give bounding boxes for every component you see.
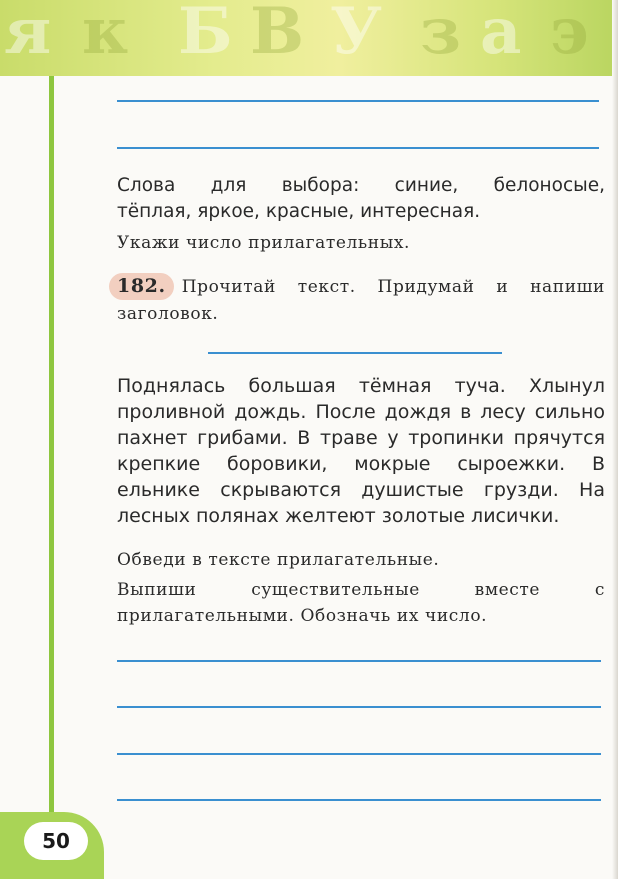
decor-letter: я <box>4 0 52 69</box>
decor-letter: В <box>250 0 305 69</box>
word-choice-block <box>117 173 605 225</box>
answer-line[interactable] <box>117 660 601 662</box>
page-spine-shadow <box>612 0 618 879</box>
page-number: 50 <box>24 822 88 860</box>
word-choice-line: тёплая, яркое, красные, интересная. <box>117 201 481 222</box>
answer-line[interactable] <box>117 753 601 755</box>
decor-letter: з <box>420 0 461 69</box>
answer-line[interactable] <box>117 100 599 102</box>
count-instruction: Укажи число прилагательных. <box>117 233 411 253</box>
write-task: Выпиши существительные вместе с прилагательными. Обозначь их число. <box>117 580 605 626</box>
exercise-number-badge: 182. <box>109 273 174 300</box>
answer-line[interactable] <box>117 706 601 708</box>
decor-letter: к <box>82 0 129 69</box>
header-decoration <box>0 0 618 76</box>
word-choice-line: Слова для выбора: синие, белоносые, <box>117 175 605 196</box>
circle-task: Обведи в тексте прилагательные. <box>117 550 440 570</box>
title-answer-line[interactable] <box>208 352 502 354</box>
exercise-header <box>117 273 605 328</box>
answer-line[interactable] <box>117 799 601 801</box>
answer-line[interactable] <box>117 147 599 149</box>
decor-letter: У <box>330 0 382 69</box>
story-text: Поднялась большая тёмная туча. Хлынул проливной дождь. После дождя в лесу сильно пахнет грибами. В траве у тропинки прячутся крепкие боровики, мокрые сыроежки. В ельнике скрываются душистые грузди. На лесных полянах желтеют золотые лисички. <box>117 375 605 527</box>
exercise-task: Прочитай текст. Придумай и напиши заголовок. <box>117 277 605 324</box>
decor-letter: а <box>480 0 522 69</box>
decor-letter: э <box>550 0 589 69</box>
left-margin-rail <box>0 76 54 879</box>
decor-letter: Б <box>178 0 233 69</box>
